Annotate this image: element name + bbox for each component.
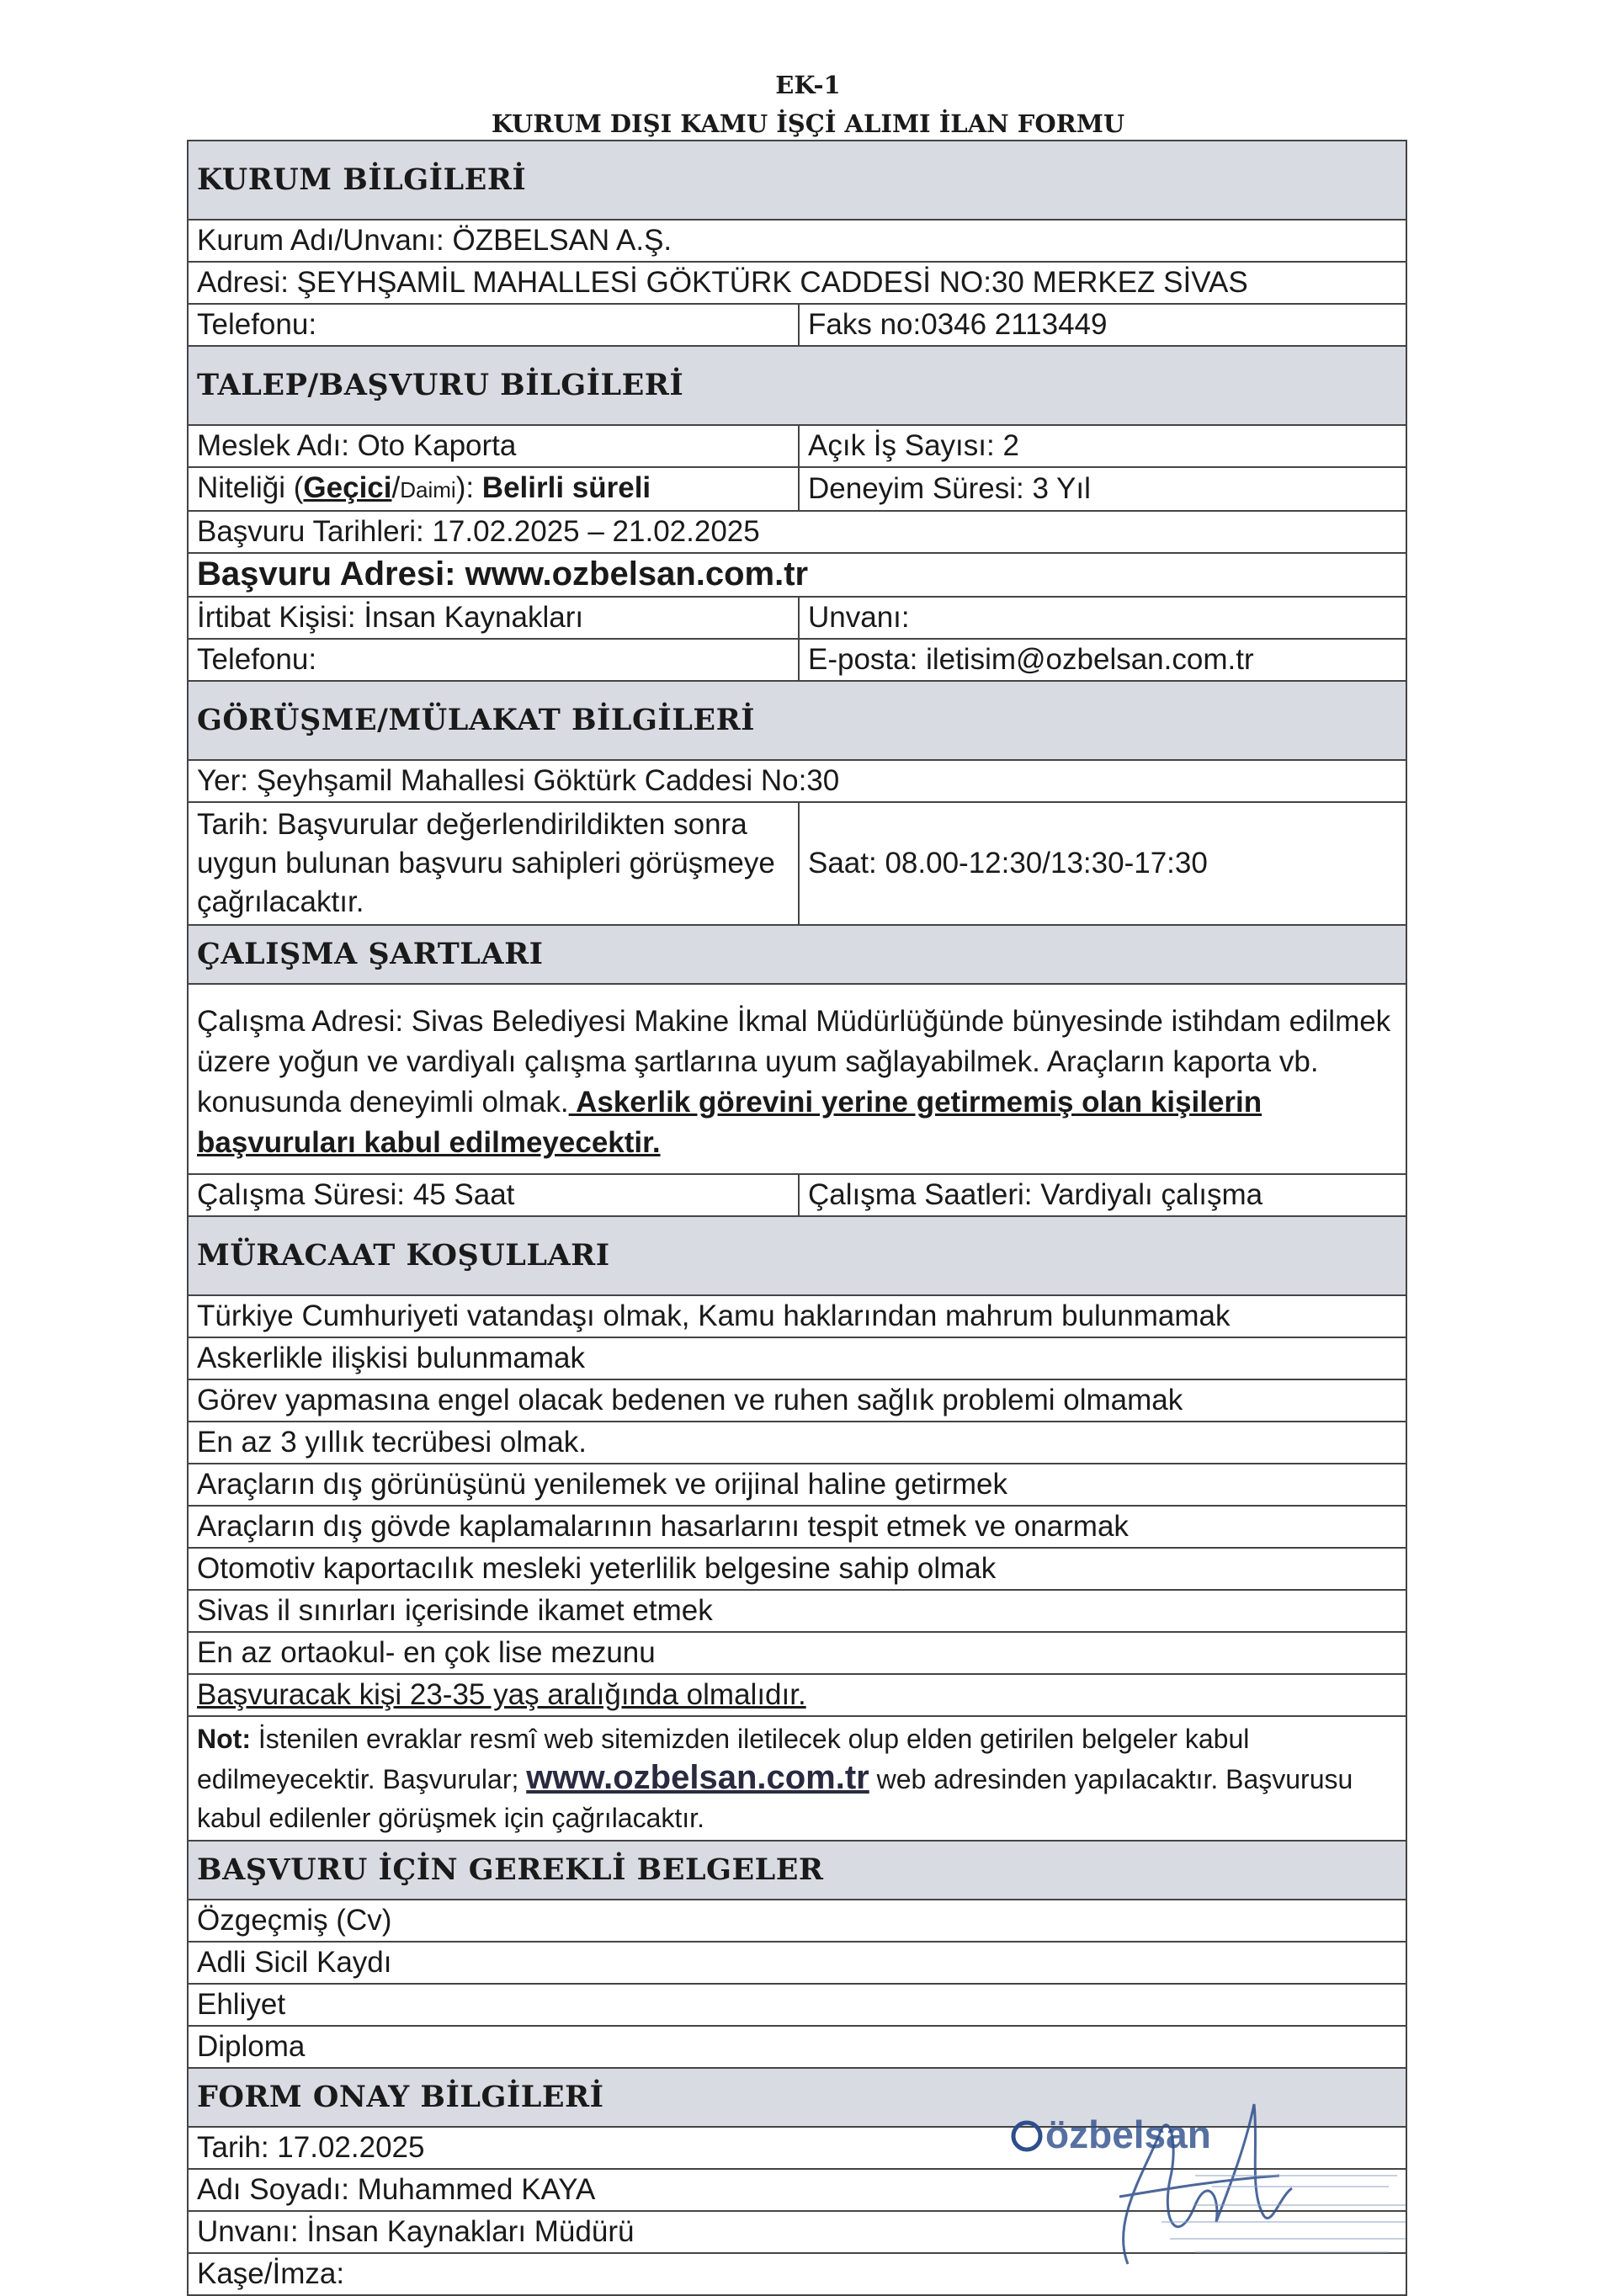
note: [188, 1716, 1406, 1841]
requirement-item: Başvuracak kişi 23-35 yaş aralığında olmalıdır.: [188, 1674, 1406, 1716]
contact-person: İrtibat Kişisi: İnsan Kaynakları: [188, 597, 799, 639]
note-url[interactable]: www.ozbelsan.com.tr: [526, 1759, 869, 1796]
document-item: Adli Sicil Kaydı: [188, 1942, 1406, 1984]
nature-close: ):: [455, 471, 482, 504]
nature-sep: /: [391, 471, 401, 504]
requirement-item: Araçların dış gövde kaplamalarının hasarlarını tespit etmek ve onarmak: [188, 1506, 1406, 1548]
work-hours: Çalışma Saatleri: Vardiyalı çalışma: [799, 1174, 1406, 1216]
interview-date: Tarih: Başvurular değerlendirildikten sonra uygun bulunan başvuru sahipleri görüşmeye çağrılacaktır.: [188, 802, 799, 925]
nature-label: Niteliği (: [197, 471, 304, 504]
kurum-phone: Telefonu:: [188, 304, 799, 346]
interview-place: Yer: Şeyhşamil Mahallesi Göktürk Caddesi No:30: [188, 760, 1406, 802]
company-stamp-signature: [1002, 2096, 1422, 2281]
contact-phone: Telefonu:: [188, 639, 799, 681]
requirement-item: En az 3 yıllık tecrübesi olmak.: [188, 1422, 1406, 1464]
apply-label: Başvuru Adresi:: [197, 555, 465, 593]
section-onay: FORM ONAY BİLGİLERİ: [188, 2068, 1406, 2127]
contact-email: E-posta: iletisim@ozbelsan.com.tr: [799, 639, 1406, 681]
ozbelsan-logo-icon: [1013, 2113, 1211, 2156]
section-belgeler: BAŞVURU İÇİN GEREKLİ BELGELER: [188, 1841, 1406, 1900]
application-address: [188, 553, 1406, 597]
stamp-text-lines: [1162, 2176, 1406, 2252]
military-warning: Askerlik görevini yerine getirmemiş olan kişilerin başvuruları kabul edilmeyecektir.: [197, 1086, 1262, 1159]
openings: Açık İş Sayısı: 2: [799, 425, 1406, 467]
stamp-signature-field: Kaşe/İmza:: [188, 2253, 1406, 2295]
kurum-address: Adresi: ŞEYHŞAMİL MAHALLESİ GÖKTÜRK CADDESİ NO:30 MERKEZ SİVAS: [188, 262, 1406, 304]
experience: Deneyim Süresi: 3 Yıl: [799, 467, 1406, 511]
work-conditions-text: Çalışma Adresi: Sivas Belediyesi Makine İkmal Müdürlüğünde bünyesinde istihdam edilmek üzere yoğun ve vardiyalı çalışma şartlarına uyum sağlayabilmek. Araçların kaporta vb. konusunda deneyimli olmak.: [197, 1005, 1391, 1119]
note-text-2: web adresinden yapılacaktır. Başvurusu kabul edilenler görüşmek için çağrılacaktır.: [197, 1764, 1353, 1833]
nature: [188, 467, 799, 511]
kurum-name: Kurum Adı/Unvanı: ÖZBELSAN A.Ş.: [188, 220, 1406, 262]
note-text-1: İstenilen evraklar resmî web sitemizden iletilecek olup elden getirilen belgeler kabul edilmeyecektir. Başvurular;: [197, 1724, 1250, 1794]
requirement-item: Görev yapmasına engel olacak bedenen ve ruhen sağlık problemi olmamak: [188, 1379, 1406, 1422]
announcement-form: [187, 140, 1407, 2296]
nature-temporary: Geçici: [303, 471, 392, 504]
document-item: Diploma: [188, 2026, 1406, 2068]
note-label: Not:: [197, 1724, 258, 1754]
section-calisma: ÇALIŞMA ŞARTLARI: [188, 925, 1406, 984]
work-conditions: [188, 984, 1406, 1174]
profession: Meslek Adı: Oto Kaporta: [188, 425, 799, 467]
requirement-item: Sivas il sınırları içerisinde ikamet etmek: [188, 1590, 1406, 1632]
kurum-fax: Faks no:0346 2113449: [799, 304, 1406, 346]
logo-text: özbelsan: [1045, 2113, 1211, 2156]
section-talep: TALEP/BAŞVURU BİLGİLERİ: [188, 346, 1406, 425]
approver-title: Unvanı: İnsan Kaynakları Müdürü: [188, 2211, 1406, 2253]
requirement-item: Türkiye Cumhuriyeti vatandaşı olmak, Kamu haklarından mahrum bulunmamak: [188, 1295, 1406, 1337]
contact-title: Unvanı:: [799, 597, 1406, 639]
apply-url[interactable]: www.ozbelsan.com.tr: [465, 555, 809, 593]
application-dates: Başvuru Tarihleri: 17.02.2025 – 21.02.2025: [188, 511, 1406, 553]
nature-permanent: Daimi: [400, 477, 456, 502]
requirement-item: Askerlikle ilişkisi bulunmamak: [188, 1337, 1406, 1379]
interview-time: Saat: 08.00-12:30/13:30-17:30: [799, 802, 1406, 925]
section-muracaat: MÜRACAAT KOŞULLARI: [188, 1216, 1406, 1295]
nature-value: Belirli süreli: [481, 471, 651, 504]
requirement-item: En az ortaokul- en çok lise mezunu: [188, 1632, 1406, 1674]
approver-name: Adı Soyadı: Muhammed KAYA: [188, 2169, 1406, 2211]
document-item: Özgeçmiş (Cv): [188, 1900, 1406, 1942]
requirement-item: Otomotiv kaportacılık mesleki yeterlilik belgesine sahip olmak: [188, 1548, 1406, 1590]
work-duration: Çalışma Süresi: 45 Saat: [188, 1174, 799, 1216]
document-item: Ehliyet: [188, 1984, 1406, 2026]
section-gorusme: GÖRÜŞME/MÜLAKAT BİLGİLERİ: [188, 681, 1406, 760]
approval-date: Tarih: 17.02.2025: [188, 2127, 1406, 2169]
section-kurum: KURUM BİLGİLERİ: [188, 141, 1406, 220]
annex-label: EK-1: [775, 71, 841, 99]
requirement-item: Araçların dış görünüşünü yenilemek ve orijinal haline getirmek: [188, 1464, 1406, 1506]
form-title: KURUM DIŞI KAMU İŞÇİ ALIMI İLAN FORMU: [491, 109, 1125, 138]
